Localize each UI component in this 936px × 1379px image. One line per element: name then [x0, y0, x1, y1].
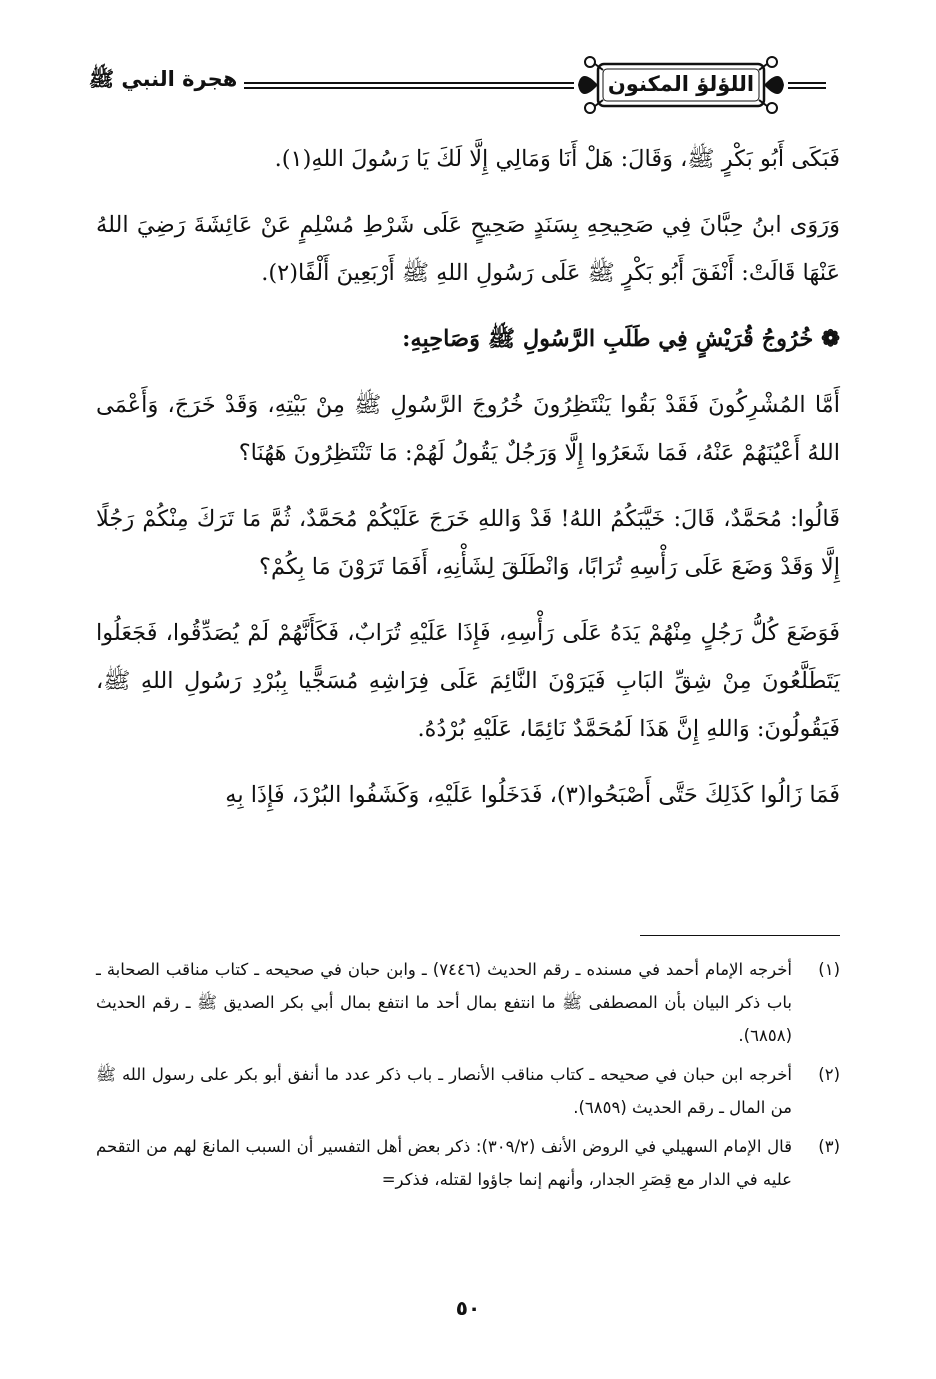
- book-title-ornament: [576, 52, 786, 118]
- book-title: اللؤلؤ المكنون: [607, 72, 755, 96]
- footnote: [96, 953, 840, 1052]
- page-header: [88, 52, 840, 132]
- body-paragraph: أَمَّا المُشْرِكُونَ فَقَدْ بَقُوا يَنْتَظِرُونَ خُرُوجَ الرَّسُولِ ﷺ مِنْ بَيْتِهِ، وَقَدْ خَرَجَ، وَأَعْمَى اللهُ أَعْيُنَهُمْ عَنْهُ، فَمَا شَعَرُوا إِلَّا وَرَجُلٌ يَقُولُ لَهُمْ: مَا تَنْتَظِرُونَ هَهُنَا؟: [96, 392, 840, 466]
- footnote-number: (١): [818, 960, 840, 979]
- body-paragraph: قَالُوا: مُحَمَّدٌ، قَالَ: خَيَّبَكُمُ اللهُ! قَدْ وَاللهِ خَرَجَ عَلَيْكُمْ مُحَمَّدٌ، ثُمَّ مَا تَرَكَ مِنْكُمْ رَجُلًا إِلَّا وَقَدْ وَضَعَ عَلَى رَأْسِهِ تُرَابًا، وَانْطَلَقَ لِشَأْنِهِ، أَفَمَا تَرَوْنَ مَا بِكُمْ؟: [96, 506, 840, 580]
- footnote-number: (٢): [818, 1065, 840, 1084]
- page-number: ٥٠: [455, 1296, 481, 1320]
- footnote: [96, 1058, 840, 1124]
- main-text: [96, 135, 840, 837]
- body-paragraph: وَرَوَى ابنُ حِبَّانَ فِي صَحِيحِهِ بِسَنَدٍ صَحِيحٍ عَلَى شَرْطِ مُسْلِمٍ عَنْ عَائِشَةَ رَضِيَ اللهُ عَنْهَا قَالَتْ: أَنْفَقَ أَبُو بَكْرٍ ﷺ عَلَى رَسُولِ اللهِ ﷺ أَرْبَعِينَ أَلْفًا(٢).: [96, 212, 840, 286]
- section-heading: ❁ خُرُوجُ قُرَيْشٍ فِي طَلَبِ الرَّسُولِ ﷺ وَصَاحِبِهِ:: [402, 326, 840, 352]
- body-paragraph: فَمَا زَالُوا كَذَلِكَ حَتَّى أَصْبَحُوا(٣)، فَدَخَلُوا عَلَيْهِ، وَكَشَفُوا البُرْدَ، فَإِذَا بِهِ: [225, 782, 840, 808]
- footnote-separator: [640, 935, 840, 936]
- body-paragraph: فَوَضَعَ كُلُّ رَجُلٍ مِنْهُمْ يَدَهُ عَلَى رَأْسِهِ، فَإِذَا عَلَيْهِ تُرَابٌ، فَكَأَنَّهُمْ لَمْ يُصَدِّقُوا، فَجَعَلُوا يَتَطَلَّعُونَ مِنْ شِقِّ البَابِ فَيَرَوْنَ النَّائِمَ عَلَى فِرَاشِهِ مُسَجًّيا بِبُرْدِ رَسُولِ اللهِ ﷺ، فَيَقُولُونَ: وَاللهِ إِنَّ هَذَا لَمُحَمَّدٌ نَائِمًا، عَلَيْهِ بُرْدُهُ.: [96, 620, 840, 742]
- header-rule-right: [788, 82, 826, 89]
- footnote-text: قال الإمام السهيلي في الروض الأنف (٣٠٩/٢): ذكر بعض أهل التفسير أن السبب المانعَ لهم من التقحم عليه في الدار مع قِصَرِ الجدار، وأنهم إنما جاؤوا لقتله، فذكر=: [96, 1137, 792, 1189]
- footnote-text: أخرجه الإمام أحمد في مسنده ـ رقم الحديث (٧٤٤٦) ـ وابن حبان في صحيحه ـ كتاب مناقب الصحابة ـ باب ذكر البيان بأن المصطفى ﷺ ما انتفع بمال أحد ما انتفع بمال أبي بكر الصديق ﷺ ـ رقم الحديث (٦٨٥٨).: [96, 960, 792, 1045]
- header-rule-left: [244, 82, 574, 89]
- footnotes: [96, 953, 840, 1202]
- footnote-number: (٣): [818, 1137, 840, 1156]
- footnote: [96, 1130, 840, 1196]
- footnote-text: أخرجه ابن حبان في صحيحه ـ كتاب مناقب الأنصار ـ باب ذكر عدد ما أنفق أبو بكر على رسول الله ﷺ من المال ـ رقم الحديث (٦٨٥٩).: [96, 1065, 792, 1117]
- chapter-title: هجرة النبي ﷺ: [88, 67, 238, 91]
- body-paragraph: فَبَكَى أَبُو بَكْرٍ ﷺ، وَقَالَ: هَلْ أَنَا وَمَالِي إِلَّا لَكَ يَا رَسُولَ اللهِ(١).: [274, 146, 840, 172]
